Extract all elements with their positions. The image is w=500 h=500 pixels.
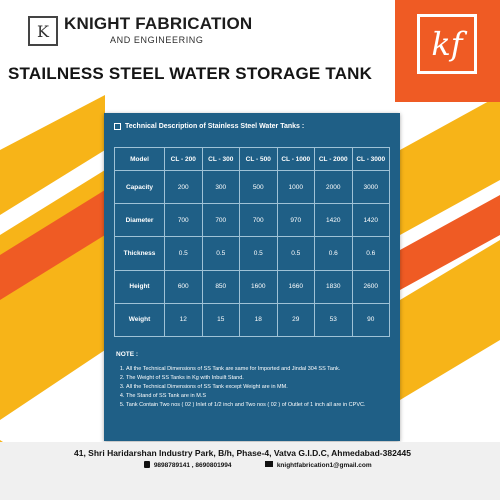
- table-cell: 0.5: [277, 237, 315, 270]
- spec-card: [104, 113, 400, 441]
- column-header: CL - 1000: [277, 148, 315, 171]
- table-cell: 0.6: [352, 237, 390, 270]
- phone-icon: [144, 461, 150, 468]
- footer-phone: [144, 461, 232, 469]
- table-cell: 700: [202, 204, 240, 237]
- column-header: Model: [115, 148, 165, 171]
- note-item: 3. All the Technical Dimensions of SS Tank except Weight are in MM.: [126, 383, 396, 392]
- table-row: [115, 204, 390, 237]
- table-cell: 850: [202, 270, 240, 303]
- table-row: [115, 303, 390, 336]
- table-cell: 1420: [352, 204, 390, 237]
- badge-monogram: kf: [417, 14, 477, 74]
- table-cell: 200: [165, 171, 203, 204]
- row-label: Weight: [115, 303, 165, 336]
- table-row: [115, 270, 390, 303]
- table-cell: 3000: [352, 171, 390, 204]
- footer-address: 41, Shri Haridarshan Industry Park, B/h, Phase-4, Vatva G.I.D.C, Ahmedabad-382445: [74, 448, 411, 458]
- table-cell: 700: [165, 204, 203, 237]
- table-row: [115, 237, 390, 270]
- brand-tagline: AND ENGINEERING: [110, 35, 204, 45]
- table-cell: 1660: [277, 270, 315, 303]
- spec-table: [114, 147, 390, 337]
- phone-numbers: 9898789141 , 8690801994: [153, 462, 232, 469]
- column-header: CL - 200: [165, 148, 203, 171]
- checkbox-icon: [114, 123, 121, 130]
- column-header: CL - 2000: [315, 148, 353, 171]
- table-cell: 0.5: [240, 237, 278, 270]
- table-cell: 0.5: [165, 237, 203, 270]
- table-cell: 29: [277, 303, 315, 336]
- table-cell: 18: [240, 303, 278, 336]
- column-header: CL - 500: [240, 148, 278, 171]
- table-cell: 970: [277, 204, 315, 237]
- table-cell: 2000: [315, 171, 353, 204]
- card-heading: Technical Description of Stainless Steel Water Tanks :: [125, 123, 305, 130]
- table-row: [115, 171, 390, 204]
- row-label: Thickness: [115, 237, 165, 270]
- brand-badge: [395, 0, 500, 102]
- note-item: 1. All the Technical Dimensions of SS Tank are same for Imported and Jindal 304 SS Tank.: [126, 365, 396, 374]
- table-cell: 1830: [315, 270, 353, 303]
- note-item: 4. The Stand of SS Tank are in M.S: [126, 392, 396, 401]
- table-cell: 53: [315, 303, 353, 336]
- row-label: Capacity: [115, 171, 165, 204]
- table-cell: 600: [165, 270, 203, 303]
- column-header: CL - 300: [202, 148, 240, 171]
- page-title: STAILNESS STEEL WATER STORAGE TANK: [8, 64, 373, 83]
- table-cell: 0.5: [202, 237, 240, 270]
- card-heading-row: [114, 123, 304, 130]
- table-cell: 2600: [352, 270, 390, 303]
- note-label: NOTE :: [116, 351, 139, 358]
- notes-list: [116, 365, 396, 410]
- row-label: Diameter: [115, 204, 165, 237]
- column-header: CL - 3000: [352, 148, 390, 171]
- brand-logo: [28, 14, 253, 52]
- table-cell: 300: [202, 171, 240, 204]
- table-cell: 700: [240, 204, 278, 237]
- table-cell: 1420: [315, 204, 353, 237]
- table-cell: 1000: [277, 171, 315, 204]
- table-cell: 90: [352, 303, 390, 336]
- footer-email: [265, 461, 372, 469]
- logo-monogram: K: [28, 16, 58, 46]
- table-cell: 1600: [240, 270, 278, 303]
- table-header-row: [115, 148, 390, 171]
- row-label: Height: [115, 270, 165, 303]
- mail-icon: [265, 461, 273, 467]
- table-cell: 0.6: [315, 237, 353, 270]
- brand-name: KNIGHT FABRICATION: [64, 14, 253, 33]
- table-cell: 500: [240, 171, 278, 204]
- note-item: 2. The Weight of SS Tanks in Kg with Inbuilt Stand.: [126, 374, 396, 383]
- table-cell: 12: [165, 303, 203, 336]
- email-address: knightfabrication1@gmail.com: [276, 462, 372, 469]
- table-cell: 15: [202, 303, 240, 336]
- note-item: 5. Tank Contain Two nos ( 02 ) Inlet of 1/2 inch and Two nos ( 02 ) of Outlet of 1 inch all are in CPVC.: [126, 401, 396, 410]
